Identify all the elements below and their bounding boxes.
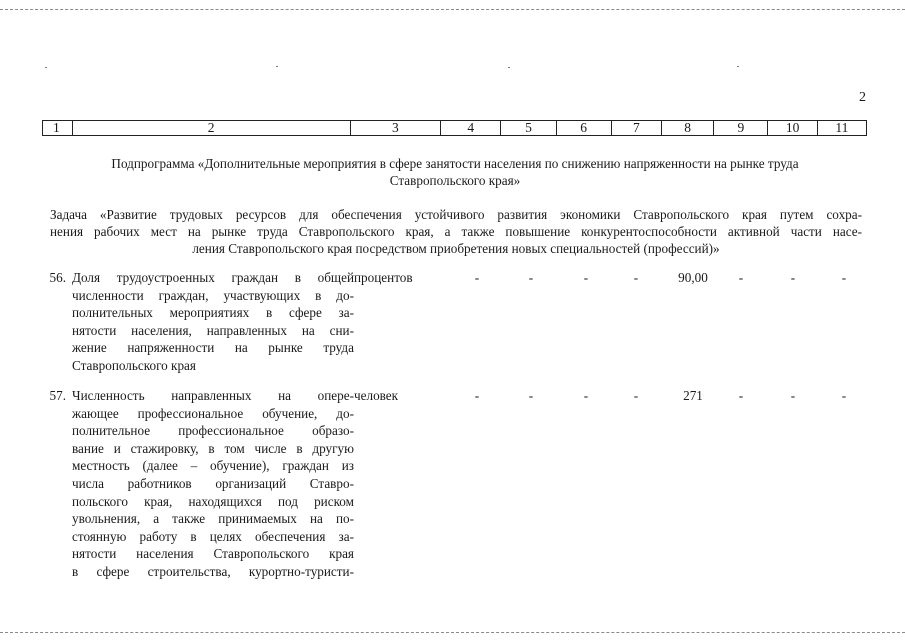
value-cell: - <box>528 388 534 403</box>
subprogram-title-line: Ставропольского края» <box>389 173 521 188</box>
column-number: 2 <box>73 121 351 135</box>
column-number: 9 <box>714 121 768 135</box>
column-number: 6 <box>557 121 612 135</box>
indicator-line: в сфере строительства, курортно-туристи- <box>72 563 354 579</box>
indicator-line: жающее профессиональное обучение, до- <box>72 405 354 421</box>
task-line: нения рабочих мест на рынке труда Ставропольского края, а также повышение конкурентоспособности активной части насе- <box>50 224 862 239</box>
indicator-line: численности граждан, участвующих в до- <box>72 287 354 303</box>
task-line: Задача «Развитие трудовых ресурсов для обеспечения устойчивого развития экономики Ставропольского края путем сохра- <box>50 207 862 222</box>
scan-edge-top <box>0 9 905 10</box>
value-cell: - <box>790 270 796 285</box>
value-cell: 271 <box>683 388 703 403</box>
unit-of-measure: процентов <box>354 270 413 285</box>
scan-speck <box>276 66 278 67</box>
task-heading <box>50 206 862 257</box>
row-number: 57. <box>49 388 66 403</box>
column-number: 7 <box>612 121 662 135</box>
value-cell: - <box>583 388 589 403</box>
task-line: ления Ставропольского края посредством приобретения новых специальностей (профессий)» <box>192 241 720 256</box>
scan-edge-bottom <box>0 632 905 633</box>
value-cell: - <box>583 270 589 285</box>
value-cell: - <box>633 270 639 285</box>
subprogram-title <box>40 155 870 189</box>
indicator-line: Ставропольского края <box>72 357 196 373</box>
column-number: 11 <box>835 120 849 135</box>
column-number: 5 <box>501 121 556 135</box>
scan-speck <box>737 66 739 67</box>
subprogram-title-line: Подпрограмма «Дополнительные мероприятия в сфере занятости населения по снижению напряженности на рынке труда <box>111 156 799 171</box>
value-cell: - <box>738 388 744 403</box>
column-number: 4 <box>441 121 501 135</box>
value-cell: - <box>841 270 847 285</box>
indicator-line: вание и стажировку, в том числе в другую <box>72 440 354 456</box>
indicator-line: жение напряженности на рынке труда <box>72 340 354 356</box>
indicator-line: Численность направленных на опере- <box>72 388 354 403</box>
column-number: 3 <box>351 121 442 135</box>
indicator-line: местность (далее – обучение), граждан из <box>72 458 354 474</box>
column-number-header <box>42 120 867 136</box>
value-cell: - <box>474 270 480 285</box>
indicator-line: польского края, находящихся под риском <box>72 493 354 509</box>
value-cell: - <box>528 270 534 285</box>
indicator-line: увольнения, а также принимаемых на по- <box>72 511 354 527</box>
indicator-line: полнительное профессиональное образо- <box>72 423 354 439</box>
indicator-line: нятости населения, направленных на сни- <box>72 322 354 338</box>
column-number: 10 <box>768 121 817 135</box>
indicator-name <box>72 387 354 581</box>
column-number: 8 <box>662 121 714 135</box>
indicator-name <box>72 269 354 375</box>
row-number: 56. <box>49 270 66 285</box>
value-cell: - <box>841 388 847 403</box>
page-number: 2 <box>859 90 866 105</box>
indicator-line: стоянную работу в целях обеспечения за- <box>72 528 354 544</box>
indicator-line: числа работников организаций Ставро- <box>72 475 354 491</box>
scan-speck <box>45 67 47 68</box>
value-cell: - <box>474 388 480 403</box>
value-cell: - <box>790 388 796 403</box>
indicator-line: полнительных мероприятиях в сфере за- <box>72 305 354 321</box>
indicator-line: Доля трудоустроенных граждан в общей <box>72 270 354 285</box>
value-cell: - <box>738 270 744 285</box>
value-cell: 90,00 <box>678 270 708 285</box>
column-number: 1 <box>43 121 73 135</box>
scan-speck <box>508 67 510 68</box>
indicator-line: нятости населения Ставропольского края <box>72 546 354 562</box>
unit-of-measure: человек <box>354 388 399 403</box>
value-cell: - <box>633 388 639 403</box>
